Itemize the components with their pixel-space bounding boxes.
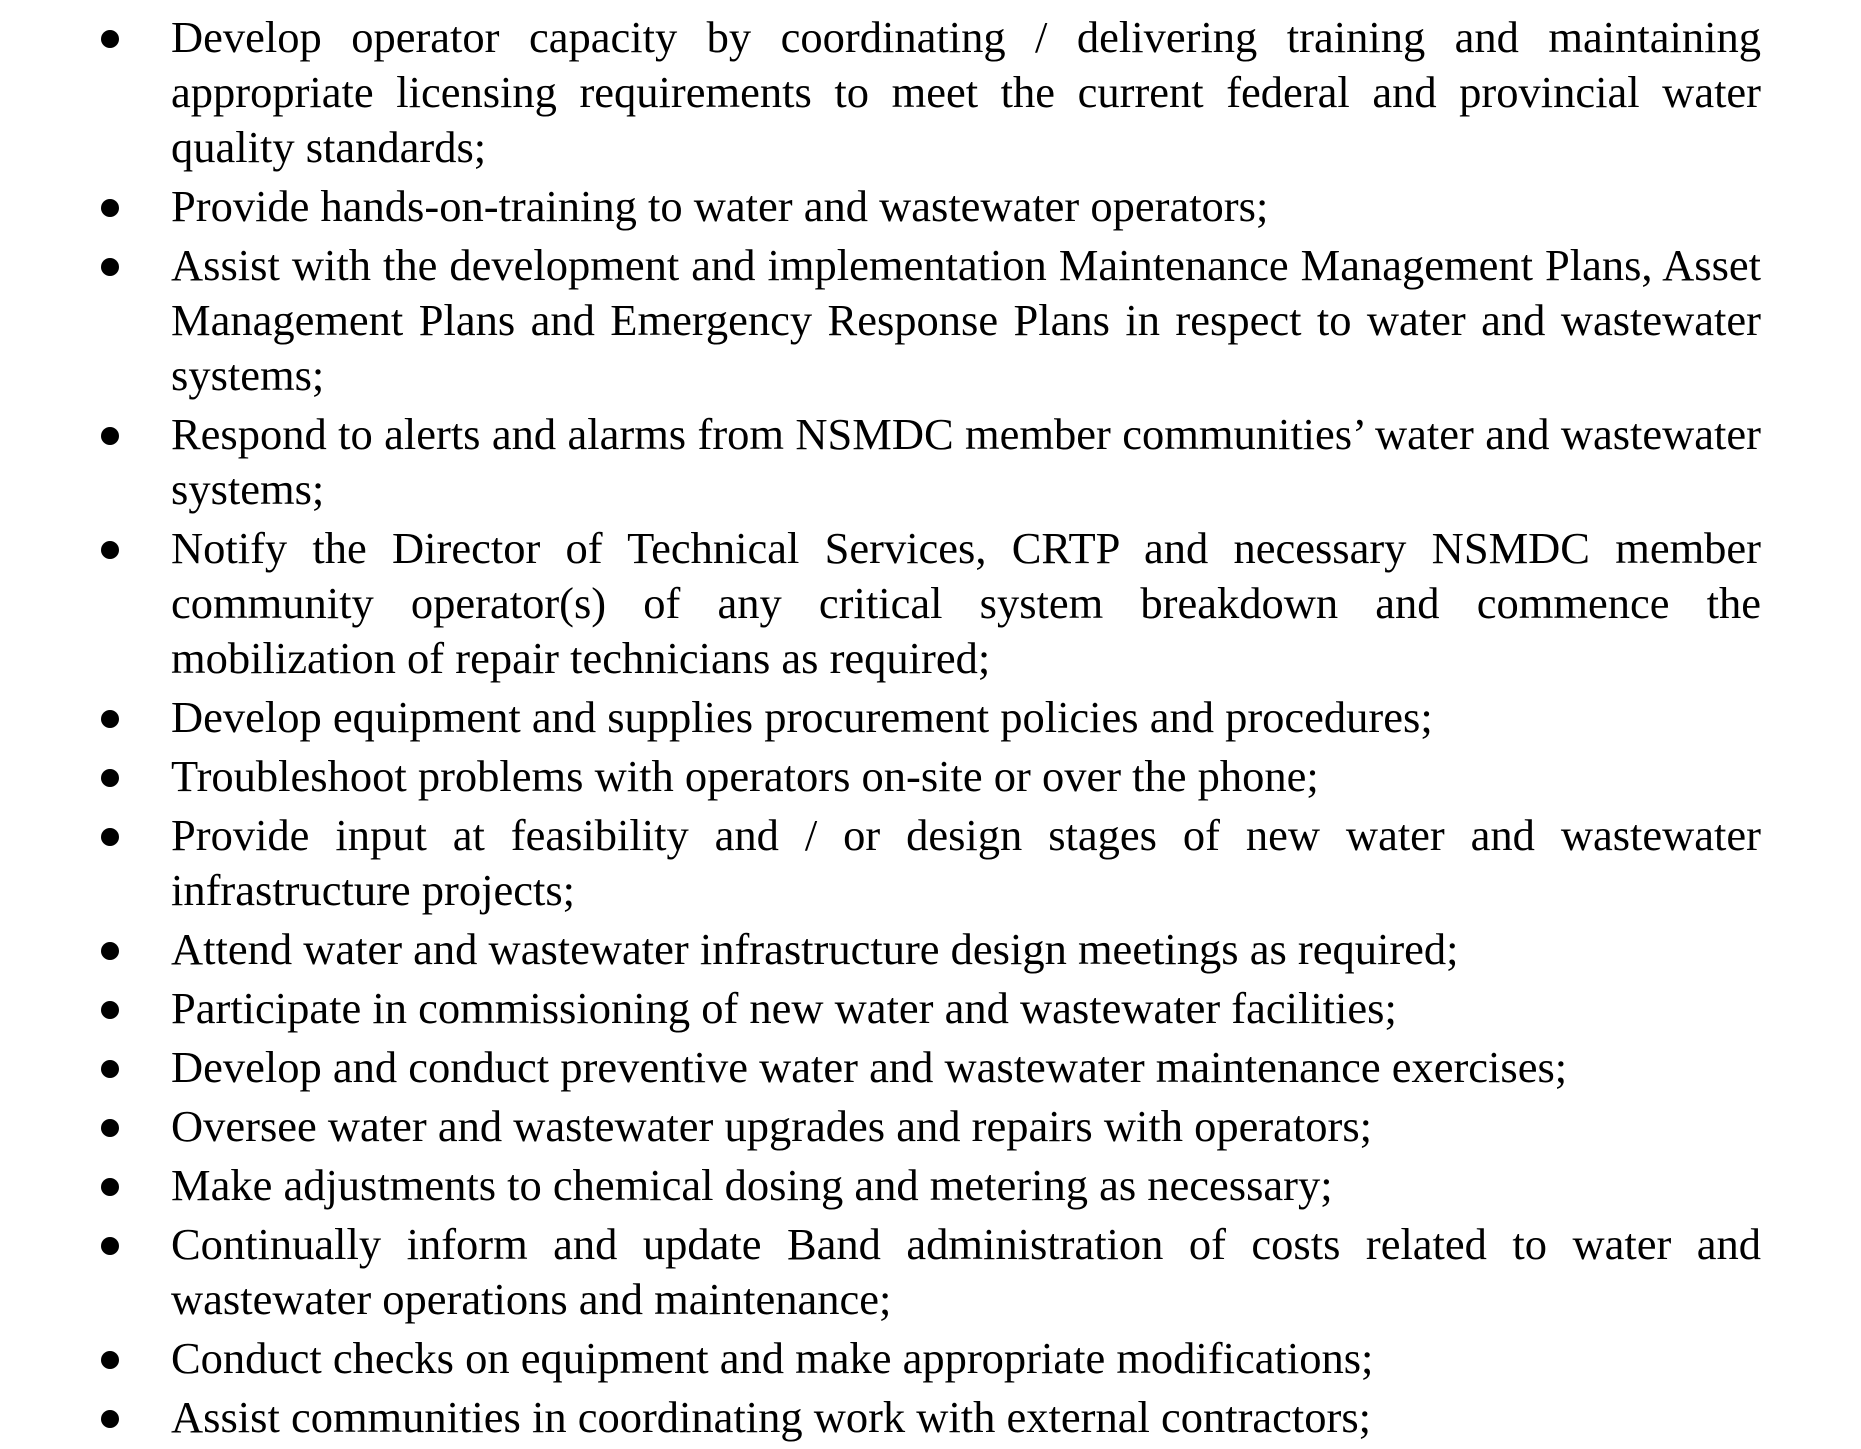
list-item-text: Develop operator capacity by coordinating / delivering training and maintaining appropriate licensing requirements to meet the current federal and provincial water quality standards; <box>171 12 1761 172</box>
list-item <box>0 10 1761 175</box>
bullet-icon <box>101 1060 119 1078</box>
list-item-text: Provide input at feasibility and / or design stages of new water and wastewater infrastructure projects; <box>171 810 1761 915</box>
bullet-icon <box>101 427 119 445</box>
list-item-text: Respond to alerts and alarms from NSMDC member communities’ water and wastewater systems; <box>171 409 1761 514</box>
document-page <box>0 10 1861 1449</box>
list-item-text: Oversee water and wastewater upgrades and repairs with operators; <box>171 1101 1373 1151</box>
bullet-icon <box>101 710 119 728</box>
list-item-text: Attend water and wastewater infrastructure design meetings as required; <box>171 924 1459 974</box>
list-item-text: Develop equipment and supplies procurement policies and procedures; <box>171 692 1433 742</box>
bullet-icon <box>101 1001 119 1019</box>
list-item <box>0 981 1761 1036</box>
list-item <box>0 179 1761 234</box>
list-item-text: Troubleshoot problems with operators on-site or over the phone; <box>171 751 1319 801</box>
list-item-text: Participate in commissioning of new water and wastewater facilities; <box>171 983 1397 1033</box>
bullet-icon <box>101 1410 119 1428</box>
list-item <box>0 1099 1761 1154</box>
bullet-icon <box>101 30 119 48</box>
bullet-icon <box>101 828 119 846</box>
duties-bullet-list <box>0 10 1861 1445</box>
list-item <box>0 1390 1761 1445</box>
list-item-text: Provide hands-on-training to water and wastewater operators; <box>171 181 1269 231</box>
list-item <box>0 1040 1761 1095</box>
bullet-icon <box>101 541 119 559</box>
list-item <box>0 749 1761 804</box>
list-item <box>0 1331 1761 1386</box>
list-item-text: Continually inform and update Band administration of costs related to water and wastewater operations and maintenance; <box>171 1219 1761 1324</box>
list-item <box>0 808 1761 918</box>
list-item-text: Assist with the development and implementation Maintenance Management Plans, Asset Management Plans and Emergency Response Plans in respect to water and wastewater systems; <box>171 240 1761 400</box>
list-item <box>0 690 1761 745</box>
bullet-icon <box>101 1237 119 1255</box>
list-item <box>0 238 1761 403</box>
list-item-text: Notify the Director of Technical Services, CRTP and necessary NSMDC member community operator(s) of any critical system breakdown and commence the mobilization of repair technicians as required; <box>171 523 1761 683</box>
list-item-text: Conduct checks on equipment and make appropriate modifications; <box>171 1333 1374 1383</box>
list-item <box>0 521 1761 686</box>
bullet-icon <box>101 1351 119 1369</box>
bullet-icon <box>101 1119 119 1137</box>
bullet-icon <box>101 942 119 960</box>
list-item <box>0 407 1761 517</box>
bullet-icon <box>101 258 119 276</box>
list-item-text: Make adjustments to chemical dosing and metering as necessary; <box>171 1160 1333 1210</box>
list-item <box>0 922 1761 977</box>
list-item-text: Assist communities in coordinating work with external contractors; <box>171 1392 1372 1442</box>
bullet-icon <box>101 199 119 217</box>
list-item <box>0 1158 1761 1213</box>
bullet-icon <box>101 769 119 787</box>
list-item-text: Develop and conduct preventive water and wastewater maintenance exercises; <box>171 1042 1568 1092</box>
list-item <box>0 1217 1761 1327</box>
bullet-icon <box>101 1178 119 1196</box>
